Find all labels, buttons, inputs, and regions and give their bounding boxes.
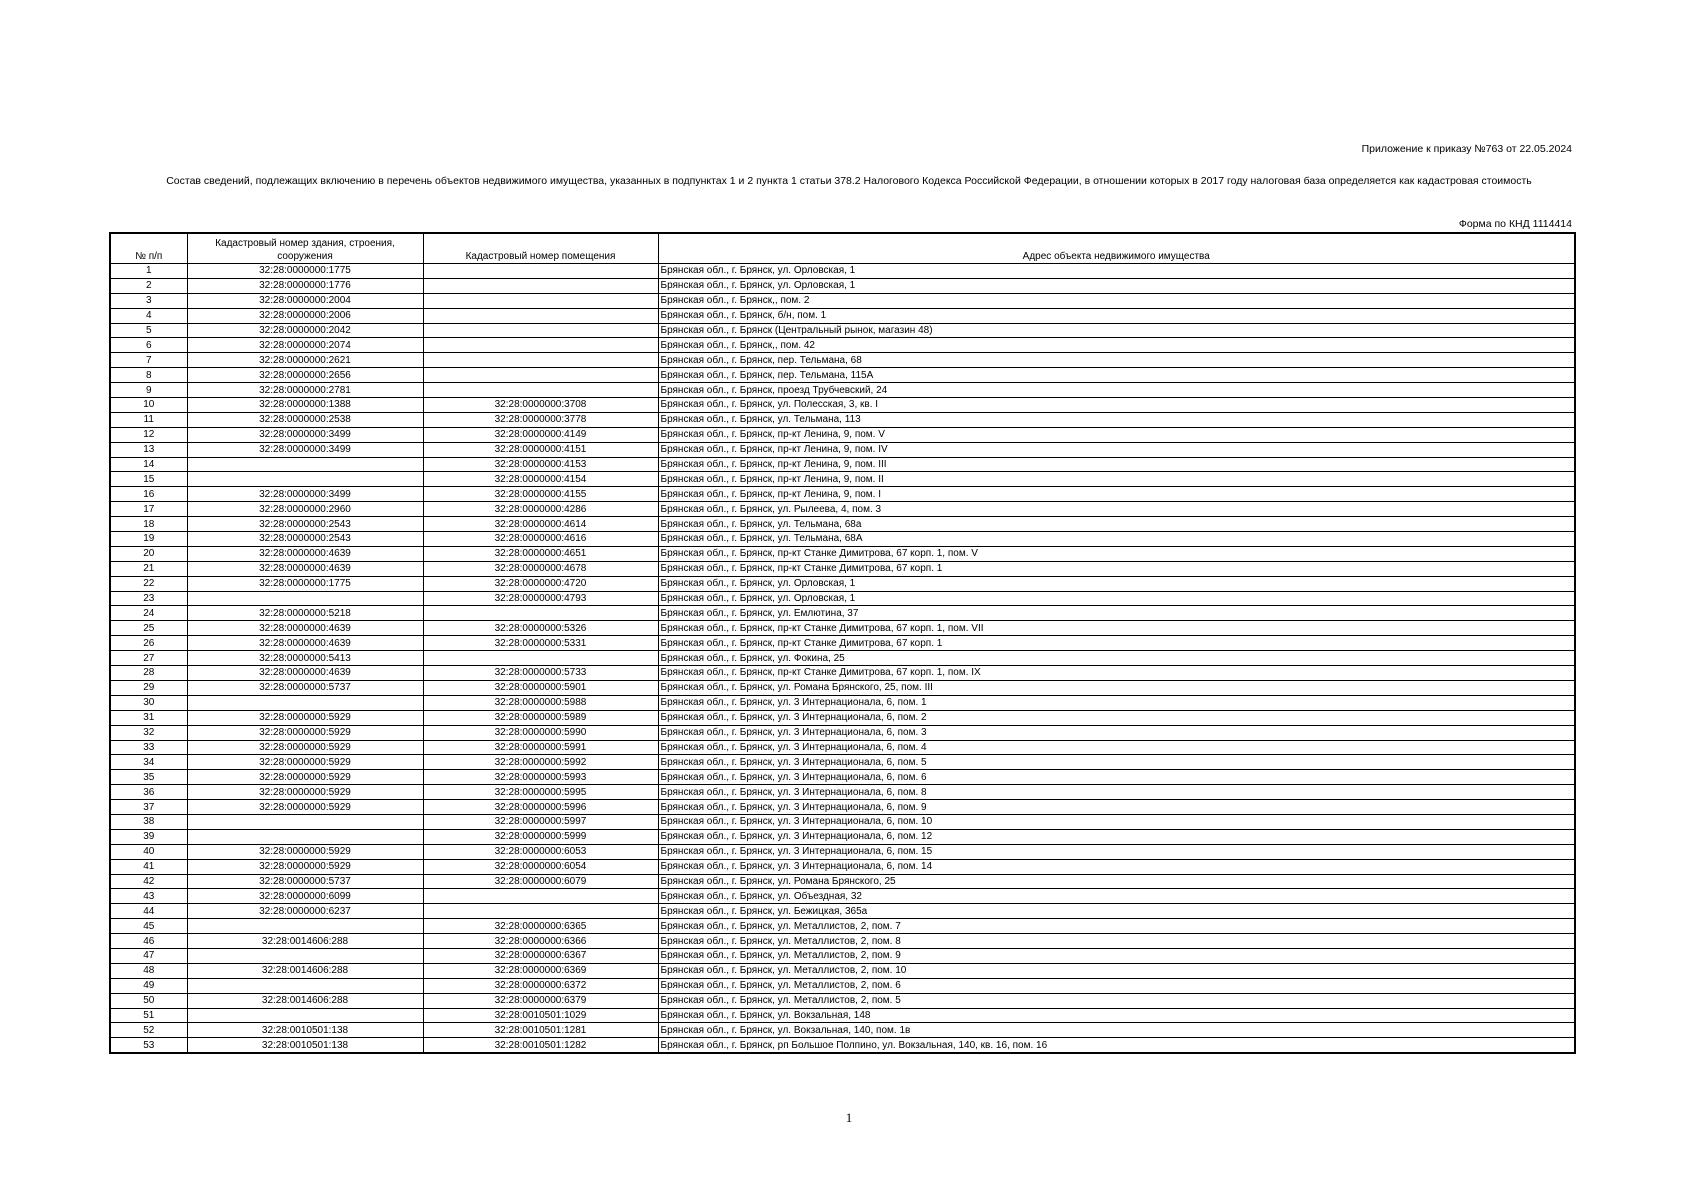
building-cadastral-number: 32:28:0000000:1775 (187, 264, 423, 279)
building-cadastral-number: 32:28:0000000:5929 (187, 710, 423, 725)
property-address: Брянская обл., г. Брянск, ул. 3 Интернационала, 6, пом. 5 (658, 755, 1575, 770)
table-row (110, 308, 1575, 323)
building-cadastral-number (187, 978, 423, 993)
table-row (110, 844, 1575, 859)
premise-cadastral-number: 32:28:0000000:4149 (423, 427, 658, 442)
row-number: 45 (110, 919, 187, 934)
property-address: Брянская обл., г. Брянск, пр-кт Ленина, 9, пом. II (658, 472, 1575, 487)
building-cadastral-number: 32:28:0000000:1388 (187, 398, 423, 413)
row-number: 33 (110, 740, 187, 755)
property-address: Брянская обл., г. Брянск, пр-кт Ленина, 9, пом. III (658, 457, 1575, 472)
property-address: Брянская обл., г. Брянск, ул. Орловская, 1 (658, 278, 1575, 293)
premise-cadastral-number (423, 308, 658, 323)
building-cadastral-number: 32:28:0000000:5929 (187, 859, 423, 874)
property-address: Брянская обл., г. Брянск, пер. Тельмана, 115А (658, 368, 1575, 383)
table-row (110, 859, 1575, 874)
row-number: 28 (110, 666, 187, 681)
premise-cadastral-number: 32:28:0000000:6379 (423, 993, 658, 1008)
property-address: Брянская обл., г. Брянск, ул. Романа Брянского, 25 (658, 874, 1575, 889)
building-cadastral-number (187, 1008, 423, 1023)
building-cadastral-number (187, 695, 423, 710)
row-number: 13 (110, 442, 187, 457)
property-address: Брянская обл., г. Брянск, ул. 3 Интернационала, 6, пом. 12 (658, 829, 1575, 844)
table-row (110, 532, 1575, 547)
table-row (110, 934, 1575, 949)
building-cadastral-number: 32:28:0010501:138 (187, 1038, 423, 1053)
building-cadastral-number: 32:28:0000000:4639 (187, 666, 423, 681)
property-address: Брянская обл., г. Брянск, пр-кт Станке Димитрова, 67 корп. 1 (658, 636, 1575, 651)
building-cadastral-number: 32:28:0000000:1776 (187, 278, 423, 293)
table-row (110, 755, 1575, 770)
table-row (110, 666, 1575, 681)
page-number: 1 (845, 1110, 853, 1125)
table-row (110, 621, 1575, 636)
column-header-premise-cadastral: Кадастровый номер помещения (423, 233, 658, 264)
property-address: Брянская обл., г. Брянск, проезд Трубчевский, 24 (658, 383, 1575, 398)
property-address: Брянская обл., г. Брянск, ул. 3 Интернационала, 6, пом. 14 (658, 859, 1575, 874)
property-address: Брянская обл., г. Брянск, пр-кт Станке Димитрова, 67 корп. 1 (658, 561, 1575, 576)
table-row (110, 398, 1575, 413)
row-number: 5 (110, 323, 187, 338)
premise-cadastral-number: 32:28:0000000:5733 (423, 666, 658, 681)
property-address: Брянская обл., г. Брянск, ул. Бежицкая, 365а (658, 904, 1575, 919)
column-header-address: Адрес объекта недвижимого имущества (658, 233, 1575, 264)
premise-cadastral-number (423, 904, 658, 919)
table-row (110, 710, 1575, 725)
property-address: Брянская обл., г. Брянск, ул. Орловская, 1 (658, 576, 1575, 591)
premise-cadastral-number: 32:28:0000000:5996 (423, 800, 658, 815)
table-row (110, 353, 1575, 368)
property-address: Брянская обл., г. Брянск, ул. 3 Интернационала, 6, пом. 6 (658, 770, 1575, 785)
table-row (110, 785, 1575, 800)
table-row (110, 695, 1575, 710)
row-number: 10 (110, 398, 187, 413)
property-address: Брянская обл., г. Брянск, ул. 3 Интернационала, 6, пом. 8 (658, 785, 1575, 800)
building-cadastral-number: 32:28:0000000:2621 (187, 353, 423, 368)
table-row (110, 1008, 1575, 1023)
table-row (110, 442, 1575, 457)
premise-cadastral-number: 32:28:0000000:6365 (423, 919, 658, 934)
row-number: 1 (110, 264, 187, 279)
building-cadastral-number: 32:28:0000000:3499 (187, 487, 423, 502)
property-address: Брянская обл., г. Брянск, ул. Орловская, 1 (658, 264, 1575, 279)
row-number: 53 (110, 1038, 187, 1053)
premise-cadastral-number: 32:28:0000000:5326 (423, 621, 658, 636)
property-address: Брянская обл., г. Брянск,, пом. 2 (658, 293, 1575, 308)
building-cadastral-number: 32:28:0000000:5737 (187, 874, 423, 889)
property-address: Брянская обл., г. Брянск, ул. 3 Интернационала, 6, пом. 1 (658, 695, 1575, 710)
property-address: Брянская обл., г. Брянск, ул. Романа Брянского, 25, пом. III (658, 680, 1575, 695)
row-number: 15 (110, 472, 187, 487)
building-cadastral-number (187, 829, 423, 844)
property-address: Брянская обл., г. Брянск, пр-кт Ленина, 9, пом. IV (658, 442, 1575, 457)
premise-cadastral-number: 32:28:0000000:5991 (423, 740, 658, 755)
property-address: Брянская обл., г. Брянск, ул. 3 Интернационала, 6, пом. 4 (658, 740, 1575, 755)
table-row (110, 770, 1575, 785)
premise-cadastral-number (423, 264, 658, 279)
row-number: 31 (110, 710, 187, 725)
premise-cadastral-number (423, 278, 658, 293)
premise-cadastral-number: 32:28:0000000:6372 (423, 978, 658, 993)
property-address: Брянская обл., г. Брянск, б/н, пом. 1 (658, 308, 1575, 323)
row-number: 12 (110, 427, 187, 442)
premise-cadastral-number: 32:28:0010501:1029 (423, 1008, 658, 1023)
property-address: Брянская обл., г. Брянск, пр-кт Станке Димитрова, 67 корп. 1, пом. VII (658, 621, 1575, 636)
table-row (110, 978, 1575, 993)
table-row (110, 740, 1575, 755)
row-number: 14 (110, 457, 187, 472)
premise-cadastral-number: 32:28:0000000:4153 (423, 457, 658, 472)
building-cadastral-number: 32:28:0000000:6237 (187, 904, 423, 919)
building-cadastral-number: 32:28:0000000:3499 (187, 427, 423, 442)
table-row (110, 874, 1575, 889)
building-cadastral-number: 32:28:0000000:4639 (187, 621, 423, 636)
row-number: 22 (110, 576, 187, 591)
table-row (110, 591, 1575, 606)
table-row (110, 293, 1575, 308)
row-number: 21 (110, 561, 187, 576)
property-address: Брянская обл., г. Брянск, ул. Объездная, 32 (658, 889, 1575, 904)
row-number: 3 (110, 293, 187, 308)
row-number: 41 (110, 859, 187, 874)
building-cadastral-number: 32:28:0000000:2538 (187, 412, 423, 427)
building-cadastral-number: 32:28:0000000:2042 (187, 323, 423, 338)
premise-cadastral-number: 32:28:0000000:4155 (423, 487, 658, 502)
premise-cadastral-number: 32:28:0000000:3778 (423, 412, 658, 427)
building-cadastral-number: 32:28:0000000:2004 (187, 293, 423, 308)
table-row (110, 948, 1575, 963)
table-row (110, 904, 1575, 919)
row-number: 23 (110, 591, 187, 606)
premise-cadastral-number: 32:28:0000000:6054 (423, 859, 658, 874)
table-row (110, 383, 1575, 398)
row-number: 37 (110, 800, 187, 815)
row-number: 35 (110, 770, 187, 785)
property-address: Брянская обл., г. Брянск, пр-кт Ленина, 9, пом. I (658, 487, 1575, 502)
building-cadastral-number: 32:28:0014606:288 (187, 993, 423, 1008)
building-cadastral-number: 32:28:0000000:4639 (187, 636, 423, 651)
row-number: 30 (110, 695, 187, 710)
building-cadastral-number: 32:28:0000000:5737 (187, 680, 423, 695)
building-cadastral-number: 32:28:0000000:2656 (187, 368, 423, 383)
row-number: 50 (110, 993, 187, 1008)
row-number: 27 (110, 651, 187, 666)
property-address: Брянская обл., г. Брянск, ул. Металлистов, 2, пом. 6 (658, 978, 1575, 993)
premise-cadastral-number: 32:28:0000000:5331 (423, 636, 658, 651)
row-number: 24 (110, 606, 187, 621)
building-cadastral-number (187, 472, 423, 487)
table-row (110, 338, 1575, 353)
table-header-row (110, 233, 1575, 264)
row-number: 11 (110, 412, 187, 427)
building-cadastral-number: 32:28:0014606:288 (187, 934, 423, 949)
property-address: Брянская обл., г. Брянск, ул. Вокзальная, 140, пом. 1в (658, 1023, 1575, 1038)
building-cadastral-number: 32:28:0000000:2006 (187, 308, 423, 323)
premise-cadastral-number: 32:28:0000000:6053 (423, 844, 658, 859)
table-row (110, 680, 1575, 695)
building-cadastral-number: 32:28:0000000:5929 (187, 740, 423, 755)
premise-cadastral-number: 32:28:0000000:5997 (423, 814, 658, 829)
property-address: Брянская обл., г. Брянск, пер. Тельмана, 68 (658, 353, 1575, 368)
row-number: 51 (110, 1008, 187, 1023)
premise-cadastral-number (423, 338, 658, 353)
column-header-number: № п/п (110, 233, 187, 264)
premise-cadastral-number: 32:28:0000000:5989 (423, 710, 658, 725)
premise-cadastral-number: 32:28:0000000:6366 (423, 934, 658, 949)
premise-cadastral-number (423, 383, 658, 398)
premise-cadastral-number: 32:28:0000000:5990 (423, 725, 658, 740)
building-cadastral-number: 32:28:0000000:4639 (187, 561, 423, 576)
table-row (110, 814, 1575, 829)
building-cadastral-number: 32:28:0000000:5929 (187, 785, 423, 800)
premise-cadastral-number: 32:28:0000000:4793 (423, 591, 658, 606)
row-number: 25 (110, 621, 187, 636)
row-number: 7 (110, 353, 187, 368)
building-cadastral-number: 32:28:0000000:5929 (187, 755, 423, 770)
building-cadastral-number: 32:28:0000000:2543 (187, 517, 423, 532)
table-row (110, 606, 1575, 621)
premise-cadastral-number (423, 323, 658, 338)
property-address: Брянская обл., г. Брянск,, пом. 42 (658, 338, 1575, 353)
table-row (110, 636, 1575, 651)
row-number: 47 (110, 948, 187, 963)
property-address: Брянская обл., г. Брянск, ул. Вокзальная, 148 (658, 1008, 1575, 1023)
building-cadastral-number (187, 948, 423, 963)
property-address: Брянская обл., г. Брянск, ул. Металлистов, 2, пом. 8 (658, 934, 1575, 949)
building-cadastral-number (187, 814, 423, 829)
premise-cadastral-number: 32:28:0010501:1282 (423, 1038, 658, 1053)
building-cadastral-number: 32:28:0000000:1775 (187, 576, 423, 591)
table-row (110, 1023, 1575, 1038)
premise-cadastral-number: 32:28:0000000:5995 (423, 785, 658, 800)
premise-cadastral-number (423, 606, 658, 621)
building-cadastral-number: 32:28:0000000:5218 (187, 606, 423, 621)
table-body (110, 264, 1575, 1054)
premise-cadastral-number: 32:28:0000000:5999 (423, 829, 658, 844)
table-row (110, 1038, 1575, 1053)
building-cadastral-number: 32:28:0000000:5929 (187, 844, 423, 859)
property-address: Брянская обл., г. Брянск, пр-кт Ленина, 9, пом. V (658, 427, 1575, 442)
column-header-building-cadastral: Кадастровый номер здания, строения, сооружения (187, 233, 423, 264)
premise-cadastral-number: 32:28:0000000:4651 (423, 546, 658, 561)
building-cadastral-number: 32:28:0000000:2960 (187, 502, 423, 517)
property-address: Брянская обл., г. Брянск, ул. Тельмана, 113 (658, 412, 1575, 427)
premise-cadastral-number: 32:28:0000000:4678 (423, 561, 658, 576)
table-row (110, 323, 1575, 338)
building-cadastral-number: 32:28:0010501:138 (187, 1023, 423, 1038)
premise-cadastral-number: 32:28:0000000:5988 (423, 695, 658, 710)
table-row (110, 725, 1575, 740)
premise-cadastral-number: 32:28:0000000:4154 (423, 472, 658, 487)
table-row (110, 889, 1575, 904)
row-number: 18 (110, 517, 187, 532)
table-row (110, 963, 1575, 978)
premise-cadastral-number: 32:28:0000000:6079 (423, 874, 658, 889)
table-row (110, 278, 1575, 293)
appendix-reference: Приложение к приказу №763 от 22.05.2024 (1361, 143, 1572, 155)
building-cadastral-number: 32:28:0000000:2543 (187, 532, 423, 547)
row-number: 39 (110, 829, 187, 844)
table-row (110, 502, 1575, 517)
row-number: 19 (110, 532, 187, 547)
premise-cadastral-number: 32:28:0000000:5992 (423, 755, 658, 770)
building-cadastral-number: 32:28:0000000:3499 (187, 442, 423, 457)
property-address: Брянская обл., г. Брянск, ул. 3 Интернационала, 6, пом. 15 (658, 844, 1575, 859)
property-address: Брянская обл., г. Брянск, ул. Полесская, 3, кв. I (658, 398, 1575, 413)
premise-cadastral-number: 32:28:0000000:4614 (423, 517, 658, 532)
row-number: 34 (110, 755, 187, 770)
table-row (110, 561, 1575, 576)
property-address: Брянская обл., г. Брянск, ул. 3 Интернационала, 6, пом. 10 (658, 814, 1575, 829)
premise-cadastral-number (423, 368, 658, 383)
table-row (110, 993, 1575, 1008)
row-number: 32 (110, 725, 187, 740)
row-number: 9 (110, 383, 187, 398)
table-row (110, 412, 1575, 427)
row-number: 16 (110, 487, 187, 502)
row-number: 44 (110, 904, 187, 919)
building-cadastral-number: 32:28:0000000:5929 (187, 725, 423, 740)
premise-cadastral-number: 32:28:0000000:4616 (423, 532, 658, 547)
premise-cadastral-number: 32:28:0000000:4151 (423, 442, 658, 457)
premise-cadastral-number: 32:28:0000000:4720 (423, 576, 658, 591)
table-row (110, 487, 1575, 502)
property-address: Брянская обл., г. Брянск, рп Большое Полпино, ул. Вокзальная, 140, кв. 16, пом. 16 (658, 1038, 1575, 1053)
row-number: 26 (110, 636, 187, 651)
property-address: Брянская обл., г. Брянск, ул. Металлистов, 2, пом. 9 (658, 948, 1575, 963)
premise-cadastral-number (423, 889, 658, 904)
premise-cadastral-number (423, 651, 658, 666)
property-address: Брянская обл., г. Брянск, ул. Орловская, 1 (658, 591, 1575, 606)
table-row (110, 919, 1575, 934)
table-row (110, 829, 1575, 844)
table-row (110, 457, 1575, 472)
property-address: Брянская обл., г. Брянск, ул. Рылеева, 4, пом. 3 (658, 502, 1575, 517)
row-number: 36 (110, 785, 187, 800)
row-number: 8 (110, 368, 187, 383)
row-number: 40 (110, 844, 187, 859)
table-row (110, 576, 1575, 591)
row-number: 46 (110, 934, 187, 949)
premise-cadastral-number (423, 293, 658, 308)
property-address: Брянская обл., г. Брянск, ул. 3 Интернационала, 6, пом. 3 (658, 725, 1575, 740)
property-address: Брянская обл., г. Брянск (Центральный рынок, магазин 48) (658, 323, 1575, 338)
building-cadastral-number: 32:28:0000000:5929 (187, 800, 423, 815)
row-number: 4 (110, 308, 187, 323)
row-number: 48 (110, 963, 187, 978)
premise-cadastral-number: 32:28:0000000:3708 (423, 398, 658, 413)
row-number: 49 (110, 978, 187, 993)
table-row (110, 472, 1575, 487)
table-row (110, 651, 1575, 666)
row-number: 43 (110, 889, 187, 904)
building-cadastral-number: 32:28:0000000:6099 (187, 889, 423, 904)
property-address: Брянская обл., г. Брянск, ул. Металлистов, 2, пом. 10 (658, 963, 1575, 978)
form-code: Форма по КНД 1114414 (1458, 218, 1572, 230)
property-address: Брянская обл., г. Брянск, ул. Металлистов, 2, пом. 5 (658, 993, 1575, 1008)
premise-cadastral-number: 32:28:0000000:6367 (423, 948, 658, 963)
table-row (110, 427, 1575, 442)
property-address: Брянская обл., г. Брянск, пр-кт Станке Димитрова, 67 корп. 1, пом. V (658, 546, 1575, 561)
building-cadastral-number (187, 591, 423, 606)
property-address: Брянская обл., г. Брянск, ул. Тельмана, 68а (658, 517, 1575, 532)
row-number: 38 (110, 814, 187, 829)
property-address: Брянская обл., г. Брянск, ул. Тельмана, 68А (658, 532, 1575, 547)
row-number: 29 (110, 680, 187, 695)
building-cadastral-number (187, 919, 423, 934)
building-cadastral-number (187, 457, 423, 472)
premise-cadastral-number (423, 353, 658, 368)
building-cadastral-number: 32:28:0000000:5929 (187, 770, 423, 785)
row-number: 2 (110, 278, 187, 293)
building-cadastral-number: 32:28:0000000:2781 (187, 383, 423, 398)
building-cadastral-number: 32:28:0014606:288 (187, 963, 423, 978)
row-number: 17 (110, 502, 187, 517)
table-row (110, 546, 1575, 561)
property-address: Брянская обл., г. Брянск, ул. 3 Интернационала, 6, пом. 9 (658, 800, 1575, 815)
building-cadastral-number: 32:28:0000000:2074 (187, 338, 423, 353)
building-cadastral-number: 32:28:0000000:4639 (187, 546, 423, 561)
row-number: 6 (110, 338, 187, 353)
property-address: Брянская обл., г. Брянск, пр-кт Станке Димитрова, 67 корп. 1, пом. IX (658, 666, 1575, 681)
row-number: 20 (110, 546, 187, 561)
property-address: Брянская обл., г. Брянск, ул. 3 Интернационала, 6, пом. 2 (658, 710, 1575, 725)
property-address: Брянская обл., г. Брянск, ул. Металлистов, 2, пом. 7 (658, 919, 1575, 934)
table-row (110, 264, 1575, 279)
building-cadastral-number: 32:28:0000000:5413 (187, 651, 423, 666)
premise-cadastral-number: 32:28:0000000:5901 (423, 680, 658, 695)
table-row (110, 517, 1575, 532)
premise-cadastral-number: 32:28:0000000:5993 (423, 770, 658, 785)
premise-cadastral-number: 32:28:0000000:4286 (423, 502, 658, 517)
row-number: 52 (110, 1023, 187, 1038)
table-row (110, 368, 1575, 383)
property-table (109, 232, 1576, 1054)
property-address: Брянская обл., г. Брянск, ул. Фокина, 25 (658, 651, 1575, 666)
property-address: Брянская обл., г. Брянск, ул. Емлютина, 37 (658, 606, 1575, 621)
premise-cadastral-number: 32:28:0010501:1281 (423, 1023, 658, 1038)
row-number: 42 (110, 874, 187, 889)
document-title: Состав сведений, подлежащих включению в перечень объектов недвижимого имущества, указанных в подпунктах 1 и 2 пункта 1 статьи 378.2 Налогового Кодекса Российской Федерации, в отношении которых в 2017 году налоговая база определяется как кадастровая стоимость (166, 175, 1532, 187)
table-row (110, 800, 1575, 815)
premise-cadastral-number: 32:28:0000000:6369 (423, 963, 658, 978)
